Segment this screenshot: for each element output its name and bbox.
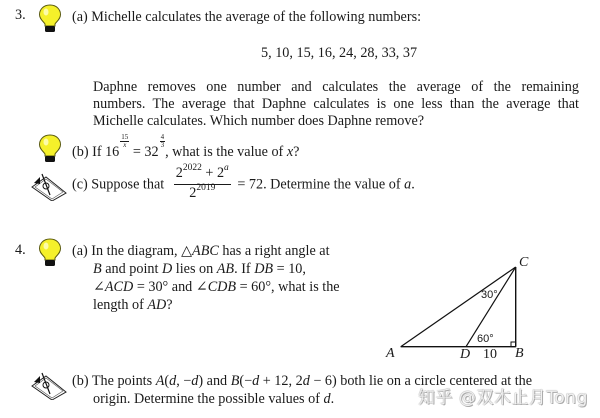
problem-4a-line-1: (a) In the diagram, △ABC has a right angle at xyxy=(72,243,330,259)
part-label: (a) xyxy=(72,243,88,259)
problem-4a-line-4: length of AD? xyxy=(93,297,173,313)
number-list: 5, 10, 15, 16, 24, 28, 33, 37 xyxy=(261,45,418,61)
pencil-writing-icon xyxy=(30,171,70,201)
problem-3a-body-line-3: Michelle calculates. Which number does Daphne remove? xyxy=(93,113,425,129)
problem-3a-body-line-2: numbers. The average that Daphne calculates is one less than the average that xyxy=(93,96,579,112)
problem-3b: (b) If 16 $\frac{15}{x}$ = 32 $\frac{4}{3}$ , what is the value of x? xyxy=(72,133,300,160)
part-label: (b) xyxy=(72,144,89,160)
problem-4a-line-3: ∠ACD = 30° and ∠CDB = 60°, what is the xyxy=(93,279,340,295)
problem-4b-line-1: (b) The points A(d, −d) and B(−d + 12, 2d − 6) both lie on a circle centered at the xyxy=(72,373,533,389)
problem-3a-body-line-1: Daphne removes one number and calculates the average of the remaining xyxy=(93,79,579,95)
lightbulb-icon xyxy=(38,134,62,164)
vertex-label-d: D xyxy=(460,347,471,362)
lightbulb-icon xyxy=(38,238,62,268)
part-label: (c) xyxy=(72,176,88,193)
vertex-label-c: C xyxy=(519,255,529,270)
exponent-fraction: $\frac{15}{x}$ xyxy=(121,133,129,149)
problem-4b-line-2: origin. Determine the possible values of d. xyxy=(93,391,335,407)
problem-number-3: 3. xyxy=(15,7,26,23)
part-label: (b) xyxy=(72,373,89,389)
part-label: (a) xyxy=(72,9,88,25)
vertex-label-a: A xyxy=(386,346,395,361)
problem-3c: (c) Suppose that $\frac{2^{2022} + 2^a}{2^{2019}}$ = 72. Determine the value of a. xyxy=(72,163,415,201)
vertex-label-b: B xyxy=(515,346,524,361)
problem-number-4: 4. xyxy=(15,242,26,258)
fraction: $\frac{2^{2022} + 2^a}{2^{2019}}$ xyxy=(175,163,229,201)
watermark: 知乎 @双木止月Tong xyxy=(418,388,588,408)
pencil-writing-icon xyxy=(30,370,70,400)
lightbulb-icon xyxy=(38,4,62,34)
problem-3a-intro: (a) Michelle calculates the average of the following numbers: xyxy=(72,9,422,25)
exponent-fraction: $\frac{4}{3}$ xyxy=(160,133,165,149)
segment-length-db: 10 xyxy=(483,347,497,362)
problem-4a-line-2: B and point D lies on AB. If DB = 10, xyxy=(93,261,306,277)
angle-label-acd: 30° xyxy=(481,289,498,301)
angle-label-cdb: 60° xyxy=(477,333,494,345)
